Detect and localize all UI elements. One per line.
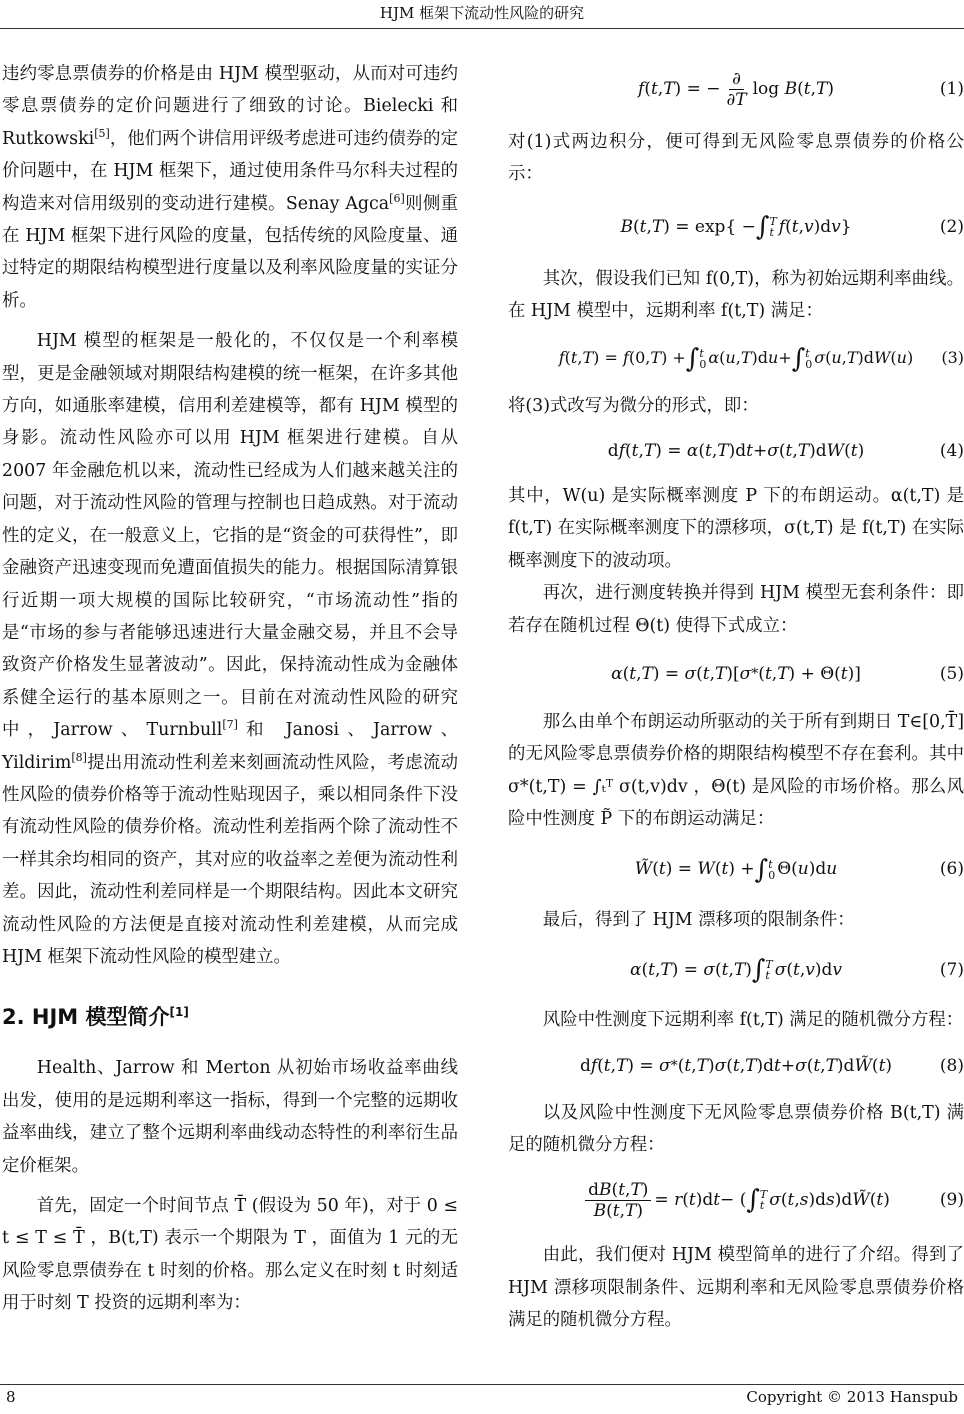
equation-9: $\frac{dB(t,T)}{B(t,T)}$ = r ( t )d t − ( ∫ T t σ ( t , s )d s )d W̃ ( t ) (9) [508, 1167, 964, 1233]
equation-6: W̃ ( t ) = W ( t ) + ∫ t 0 Θ( u )d u (6) [634, 854, 964, 885]
equation-4: d f ( t , T ) = α ( t , T )d t + σ ( t , T )d W ( t ) (4) [508, 428, 964, 474]
text-after-eq4: 其中，W(u) 是实际概率测度 P 下的布朗运动。α(t,T) 是 f(t,T) 在实际概率测度下的漂移项，σ(t,T) 是 f(t,T) 在实际概率测度下的波动项。 [508, 486, 964, 571]
equation-1-number: (1) [939, 78, 964, 99]
equation-5-number: (5) [939, 663, 964, 684]
paragraph-3: Health、Jarrow 和 Merton 从初始市场收益率曲线出发，使用的是远期利率这一指标，得到一个完整的远期收益率曲线，建立了整个远期利率曲线动态特性的利率衍生品定价框架。 [2, 1058, 458, 1176]
equation-8-number: (8) [939, 1056, 964, 1077]
header-rule [0, 28, 964, 29]
equation-3: f ( t , T ) = f (0, T ) + ∫ t 0 α ( u , T )d u + ∫ t 0 σ ( u , T )d W ( u ) (3) [558, 343, 964, 374]
text-after-eq3: 将(3)式改写为微分的形式，即： [508, 395, 759, 416]
citation-1[interactable]: [1] [169, 1005, 189, 1020]
equation-2: B ( t , T ) = exp{ − ∫ T t f ( t , v )d v } (2) [620, 211, 964, 242]
citation-8[interactable]: [8] [71, 750, 87, 764]
paragraph-1: 违约零息票债券的价格是由 HJM 模型驱动，从而对可违约零息票债券的定价问题进行了细致的讨论。Bielecki 和 Rutkowski[5]，他们两个讲信用评级考虑进可违约债券的定价问题中，在 HJM 框架下，通过使用条件马尔科夫过程的构造来对信用级别的变动进行建模。Senay Agca[6]则侧重在 HJM 框架下进行风险的度量，包括传统的风险度量、通过特定的期限结构模型进行度量以及利率风险度量的实证分析。 [2, 64, 458, 311]
equation-4-number: (4) [939, 440, 964, 461]
citation-6[interactable]: [6] [389, 191, 405, 205]
paragraph-2: HJM 模型的框架是一般化的，不仅仅是一个利率模型，更是金融领域对期限结构建模的统一框架，在许多其他方向，如通胀率建模，信用利差建模等，都有 HJM 模型的身影。流动性风险亦可以用 HJM 框架进行建模。自从 2007 年金融危机以来，流动性已经成为人们越来越关注的问题，对于流动性风险的管理与控制也日趋成熟。对于流动性的定义，在一般意义上，它指的是“资金的可获得性”，即金融资产迅速变现而免遭面值损失的能力。根据国际清算银行近期一项大规模的国际比较研究，“市场流动性”指的是“市场的参与者能够迅速进行大量金融交易，并且不会导致资产价格发生显著波动”。因此，保持流动性成为金融体系健全运行的基本原则之一。目前在对流动性风险的研究中，Jarrow、Turnbull[7]和 Janosi、Jarrow、Yildirim[8]提出用流动性利差来刻画流动性风险，考虑流动性风险的债券价格等于流动性贴现因子，乘以相同条件下没有流动性风险的债券价格。流动性利差指两个除了流动性不一样其余均相同的资产，其对应的收益率之差便为流动性利差。因此，流动性利差同样是一个期限结构。因此本文研究流动性风险的方法便是直接对流动性利差建模，从而完成 HJM 框架下流动性风险的模型建立。 [2, 331, 458, 967]
equation-7: α ( t , T ) = σ ( t , T ) ∫ T t σ ( t , v )d v (7) [629, 955, 964, 986]
section-heading: 2. HJM 模型简介[1] [2, 1005, 189, 1030]
page-number: 8 [6, 1388, 16, 1406]
footer-rule [0, 1384, 964, 1385]
running-header: HJM 框架下流动性风险的研究 [379, 4, 585, 22]
text-after-eq1: 对(1)式两边积分，便可得到无风险零息票债券的价格公示： [508, 132, 964, 185]
citation-7[interactable]: [7] [222, 718, 238, 732]
text-before-eq7: 最后，得到了 HJM 漂移项的限制条件： [542, 909, 855, 930]
concluding-paragraph: 由此，我们便对 HJM 模型简单的进行了介绍。得到了 HJM 漂移项限制条件、远期利率和无风险零息票债券价格满足的随机微分方程。 [508, 1245, 964, 1331]
copyright-notice: Copyright © 2013 Hanspub [746, 1388, 958, 1406]
citation-5[interactable]: [5] [94, 127, 110, 141]
text-before-eq8: 风险中性测度下远期利率 f(t,T) 满足的随机微分方程： [542, 1010, 964, 1031]
equation-9-number: (9) [939, 1190, 964, 1211]
text-after-eq2: 其次，假设我们已知 f(0,T)，称为初始远期利率曲线。在 HJM 模型中，远期利率 f(t,T) 满足： [508, 268, 964, 322]
equation-1: f ( t , T ) = − $\frac{\partial}{\partial T}$ log B ( t , T ) (1) [638, 68, 964, 110]
paragraph-4: 首先，固定一个时间节点 T̄ (假设为 50 年)，对于 0 ≤ t ≤ T ≤ T̄ ，B(t,T) 表示一个期限为 T ，面值为 1 元的无风险零息票债券在 t 时刻的价格。那么定义在时刻 t 时刻适用于时刻 T 投资的远期利率为： [2, 1196, 458, 1314]
equation-8: d f ( t , T ) = σ * ( t , T ) σ ( t , T )d t + σ ( t , T )d W̃ ( t ) (8) [508, 1043, 964, 1091]
equation-3-number: (3) [941, 348, 964, 368]
equation-6-number: (6) [939, 859, 964, 880]
text-before-eq9: 以及风险中性测度下无风险零息票债券价格 B(t,T) 满足的随机微分方程： [508, 1102, 964, 1155]
equation-2-number: (2) [939, 216, 964, 237]
text-after-eq5: 那么由单个布朗运动所驱动的关于所有到期日 T∈[0,T̄] 的无风险零息票债券价格的期限结构模型不存在套利。其中 σ*(t,T) = ∫ₜᵀ σ(t,v)dv ，Θ(t) 是风险的市场价格。那么风险中性测度 P̃ 下的布朗运动满足： [508, 712, 964, 830]
equation-5: α ( t , T ) = σ ( t , T )[ σ * ( t , T ) + Θ( t )] (5) [508, 648, 964, 700]
left-column [2, 58, 458, 1320]
text-before-eq5: 再次，进行测度转换并得到 HJM 模型无套利条件：即若存在随机过程 Θ(t) 使得下式成立： [508, 583, 964, 636]
right-column [508, 58, 964, 1337]
equation-7-number: (7) [939, 959, 964, 980]
